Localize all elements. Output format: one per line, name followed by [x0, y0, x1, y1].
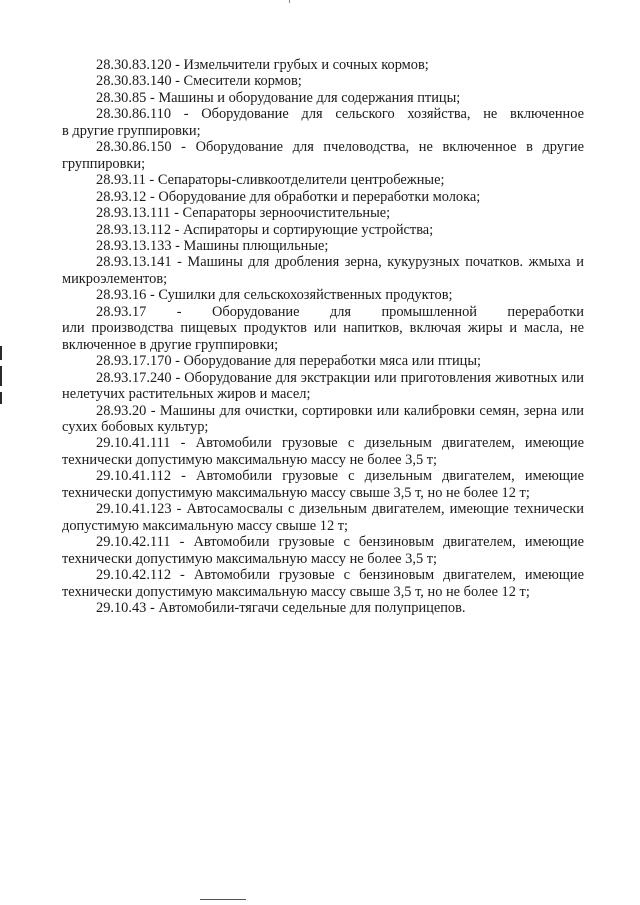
text-line: 29.10.42.112 - Автомобили грузовые с бензиновым двигателем, имеющие: [96, 567, 584, 584]
list-item: [62, 189, 584, 205]
text-line: 28.30.85 - Машины и оборудование для содержания птицы;: [96, 89, 461, 106]
text-line: 29.10.43 - Автомобили-тягачи седельные для полуприцепов.: [96, 599, 466, 616]
text-line: 28.93.13.111 - Сепараторы зерноочистительные;: [96, 205, 391, 222]
list-item: [62, 90, 584, 106]
text-line: в другие группировки;: [62, 122, 201, 139]
text-line: нелетучих растительных жиров и масел;: [62, 386, 311, 403]
text-line: 28.93.20 - Машины для очистки, сортировки или калибровки семян, зерна или: [96, 402, 584, 419]
text-line: технически допустимую максимальную массу свыше 3,5 т, но не более 12 т;: [62, 484, 530, 501]
text-line: допустимую максимальную массу свыше 12 т;: [62, 517, 349, 534]
text-line: группировки;: [62, 155, 146, 172]
text-line: микроэлементов;: [62, 270, 168, 287]
scan-mark-left-top: [0, 346, 2, 360]
text-line: 28.93.17 - Оборудование для промышленной переработки: [96, 303, 584, 320]
text-line: 28.93.13.141 - Машины для дробления зерна, кукурузных початков. жмыха и: [96, 254, 584, 271]
text-line: 29.10.41.123 - Автосамосвалы с дизельным двигателем, имеющие технически: [96, 501, 584, 518]
list-item: [62, 353, 584, 369]
list-item: [62, 57, 584, 73]
text-line: включенное в другие группировки;: [62, 336, 279, 353]
list-item: [62, 222, 584, 238]
list-item: [62, 106, 584, 139]
list-item: [62, 501, 584, 534]
scan-mark-bottom: [200, 899, 246, 900]
text-line: 29.10.41.111 - Автомобили грузовые с дизельным двигателем, имеющие: [96, 435, 584, 452]
text-line: 28.30.86.150 - Оборудование для пчеловодства, не включенное в другие: [96, 139, 584, 156]
scan-mark-top: [289, 0, 290, 3]
list-item: [62, 435, 584, 468]
scan-mark-left-bottom: [0, 392, 2, 404]
scan-mark-left-middle: [0, 366, 2, 386]
list-item: [62, 468, 584, 501]
list-item: [62, 304, 584, 353]
text-line: 28.93.17.240 - Оборудование для экстракции или приготовления животных или: [96, 369, 584, 386]
list-item: [62, 205, 584, 221]
text-line: 28.93.12 - Оборудование для обработки и переработки молока;: [96, 188, 481, 205]
list-item: [62, 73, 584, 89]
list-item: [62, 139, 584, 172]
list-item: [62, 238, 584, 254]
text-line: 29.10.41.112 - Автомобили грузовые с дизельным двигателем, имеющие: [96, 468, 584, 485]
list-item: [62, 403, 584, 436]
list-item: [62, 534, 584, 567]
text-line: 28.30.83.140 - Смесители кормов;: [96, 73, 302, 90]
text-line: 28.93.17.170 - Оборудование для переработки мяса или птицы;: [96, 353, 482, 370]
list-item: [62, 254, 584, 287]
text-line: 28.93.13.133 - Машины плющильные;: [96, 237, 329, 254]
text-line: 28.93.16 - Сушилки для сельскохозяйственных продуктов;: [96, 287, 453, 304]
text-line: или производства пищевых продуктов или напитков, включая жиры и масла, не: [62, 320, 584, 337]
text-line: 28.93.11 - Сепараторы-сливкоотделители центробежные;: [96, 172, 445, 189]
list-item: [62, 287, 584, 303]
text-line: 28.93.13.112 - Аспираторы и сортирующие устройства;: [96, 221, 434, 238]
text-line: технически допустимую максимальную массу не более 3,5 т;: [62, 451, 438, 468]
list-item: [62, 600, 584, 616]
text-line: 28.30.86.110 - Оборудование для сельского хозяйства, не включенное: [96, 106, 584, 123]
text-line: технически допустимую максимальную массу свыше 3,5 т, но не более 12 т;: [62, 583, 530, 600]
text-line: технически допустимую максимальную массу не более 3,5 т;: [62, 550, 438, 567]
list-item: [62, 172, 584, 188]
document-body: [62, 57, 584, 616]
list-item: [62, 370, 584, 403]
text-line: 28.30.83.120 - Измельчители грубых и сочных кормов;: [96, 57, 429, 73]
text-line: сухих бобовых культур;: [62, 418, 209, 435]
list-item: [62, 567, 584, 600]
text-line: 29.10.42.111 - Автомобили грузовые с бензиновым двигателем, имеющие: [96, 534, 584, 551]
